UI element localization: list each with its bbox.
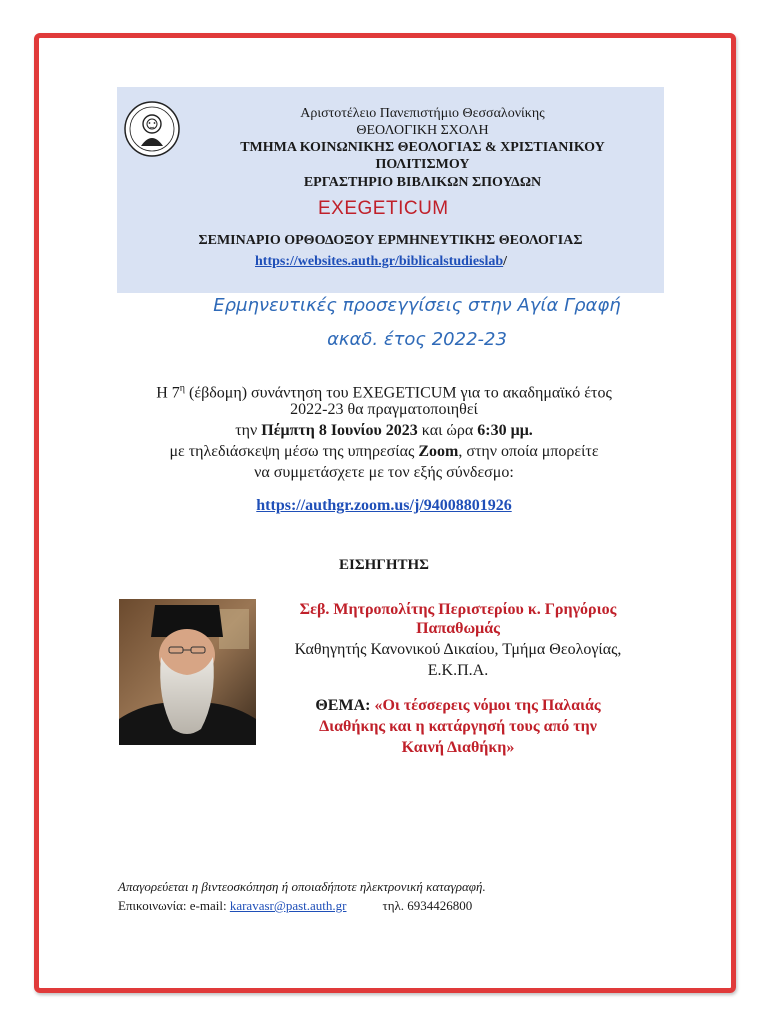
announcement-line4-pre: με τηλεδιάσκεψη μέσω της υπηρεσίας [169,443,419,460]
speaker-photo [119,599,256,745]
subtitle-line1: Ερμηνευτικές προσεγγίσεις στην Αγία Γραφή [213,295,621,316]
university-seal-icon [123,100,181,158]
topic-line3: Καινή Διαθήκη» [401,739,515,756]
seminar-title: ΣΕΜΙΝΑΡΙΟ ΟΡΘΟΔΟΞΟΥ ΕΡΜΗΝΕΥΤΙΚΗΣ ΘΕΟΛΟΓΙΑΣ [198,233,583,248]
topic-label: ΘΕΜΑ: [315,697,375,714]
zoom-link-line [80,497,688,515]
announcement-line4-post: , στην οποία μπορείτε [458,443,599,460]
contact-line [118,898,472,914]
phone-number: τηλ. 6934426800 [382,898,473,913]
website-suffix: / [503,254,508,269]
announcement-ordinal: Η 7 [156,384,180,402]
speaker-name-line1: Σεβ. Μητροπολίτης Περιστερίου κ. Γρηγόριος [299,601,617,618]
topic-text-line1: «Οι τέσσερεις νόμοι της Παλαιάς [374,697,601,714]
speaker-title-line2: Ε.Κ.Π.Α. [427,662,489,679]
speaker-title-line1: Καθηγητής Κανονικού Δικαίου, Τμήμα Θεολογίας, [294,641,622,658]
exegeticum-logo-text: EXEGETICUM [318,198,449,219]
subtitle-line2: ακαδ. έτος 2022-23 [327,329,507,350]
topic-line1 [258,695,658,716]
announcement-line4 [80,441,688,462]
website-link[interactable]: https://websites.auth.gr/biblicalstudieslab [255,254,504,269]
zoom-service-name: Zoom [418,443,459,460]
contact-label: Επικοινωνία: e-mail: [118,898,230,913]
meeting-date: Πέμπτη 8 Ιουνίου 2023 [261,422,418,439]
announcement-line1-text: (έβδομη) συνάντηση του EXEGETICUM για το ακαδημαϊκό έτος [185,384,612,402]
department-name-line1: ΤΜΗΜΑ ΚΟΙΝΩΝΙΚΗΣ ΘΕΟΛΟΓΙΑΣ & ΧΡΙΣΤΙΑΝΙΚΟΥ [240,140,605,155]
announcement-ordinal-suffix: η [179,383,186,394]
zoom-link[interactable]: https://authgr.zoom.us/j/94008801926 [256,497,512,514]
website-line [255,254,507,270]
topic-line2: Διαθήκης και η κατάργησή τους από την [319,718,597,735]
speaker-name-line2: Παπαθωμάς [416,620,500,637]
lab-name: ΕΡΓΑΣΤΗΡΙΟ ΒΙΒΛΙΚΩΝ ΣΠΟΥΔΩΝ [303,175,542,190]
recording-notice: Απαγορεύεται η βιντεοσκόπηση ή οποιαδήποτε ηλεκτρονική καταγραφή. [118,879,486,894]
school-name: ΘΕΟΛΟΓΙΚΗ ΣΧΟΛΗ [356,123,489,138]
email-link[interactable]: karavasr@past.auth.gr [229,898,347,913]
announcement-line2: 2022-23 θα πραγματοποιηθεί [290,401,478,418]
speaker-heading: ΕΙΣΗΓΗΤΗΣ [338,557,429,573]
university-name: Αριστοτέλειο Πανεπιστήμιο Θεσσαλονίκης [300,106,545,121]
meeting-time: 6:30 μμ. [477,422,533,439]
announcement-line5: να συμμετάσχετε με τον εξής σύνδεσμο: [254,464,514,481]
announcement-line3-pre: την [235,422,262,439]
announcement-line3-mid: και ώρα [417,422,478,439]
announcement-line3 [80,420,688,441]
department-name-line2: ΠΟΛΙΤΙΣΜΟΥ [375,157,470,172]
